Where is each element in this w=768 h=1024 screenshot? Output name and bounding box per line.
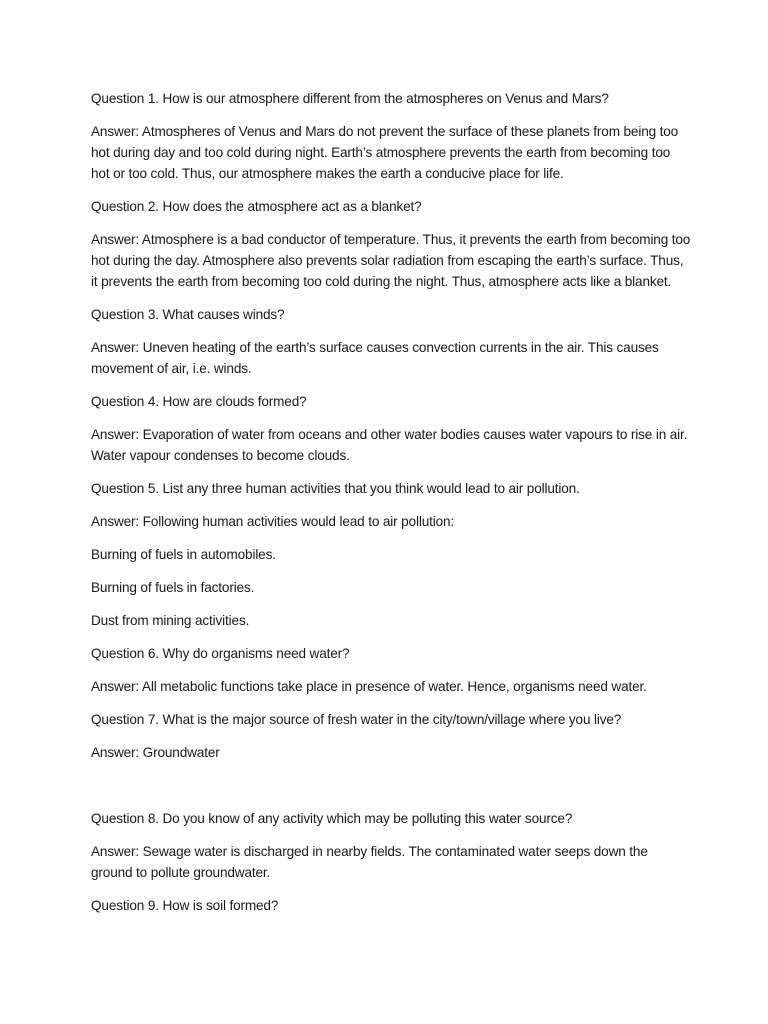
question-5: Question 5. List any three human activities that you think would lead to air pollution.	[91, 481, 580, 496]
question-3: Question 3. What causes winds?	[91, 307, 285, 322]
question-4: Question 4. How are clouds formed?	[91, 394, 307, 409]
answer-8: Answer: Sewage water is discharged in nearby fields. The contaminated water seeps down the ground to pollute groundwater.	[91, 844, 648, 880]
answer-6: Answer: All metabolic functions take place in presence of water. Hence, organisms need water.	[91, 679, 647, 694]
question-2: Question 2. How does the atmosphere act as a blanket?	[91, 199, 422, 214]
answer-5-item: Dust from mining activities.	[91, 613, 250, 628]
answer-7: Answer: Groundwater	[91, 745, 220, 760]
answer-3: Answer: Uneven heating of the earth’s surface causes convection currents in the air. This causes movement of air, i.e. winds.	[91, 340, 659, 376]
answer-4: Answer: Evaporation of water from oceans and other water bodies causes water vapours to rise in air. Water vapour condenses to become clouds.	[91, 427, 688, 463]
blank-line	[91, 775, 691, 808]
answer-5-item: Burning of fuels in factories.	[91, 580, 255, 595]
question-1: Question 1. How is our atmosphere different from the atmospheres on Venus and Mars?	[91, 91, 609, 106]
question-7: Question 7. What is the major source of fresh water in the city/town/village where you live?	[91, 712, 622, 727]
document-page	[91, 88, 691, 928]
answer-1: Answer: Atmospheres of Venus and Mars do not prevent the surface of these planets from being too hot during day and too cold during night. Earth’s atmosphere prevents the earth from becoming too hot or too cold. Thus, our atmosphere makes the earth a conducive place for life.	[91, 124, 679, 181]
question-9: Question 9. How is soil formed?	[91, 898, 279, 913]
question-6: Question 6. Why do organisms need water?	[91, 646, 350, 661]
answer-5: Answer: Following human activities would lead to air pollution:	[91, 514, 455, 529]
question-8: Question 8. Do you know of any activity which may be polluting this water source?	[91, 811, 573, 826]
answer-5-item: Burning of fuels in automobiles.	[91, 547, 276, 562]
answer-2: Answer: Atmosphere is a bad conductor of temperature. Thus, it prevents the earth from becoming too hot during the day. Atmosphere also prevents solar radiation from escaping the earth’s surface. Thus, it prevents the earth from becoming too cold during the night. Thus, atmosphere acts like a blanket.	[91, 232, 691, 289]
